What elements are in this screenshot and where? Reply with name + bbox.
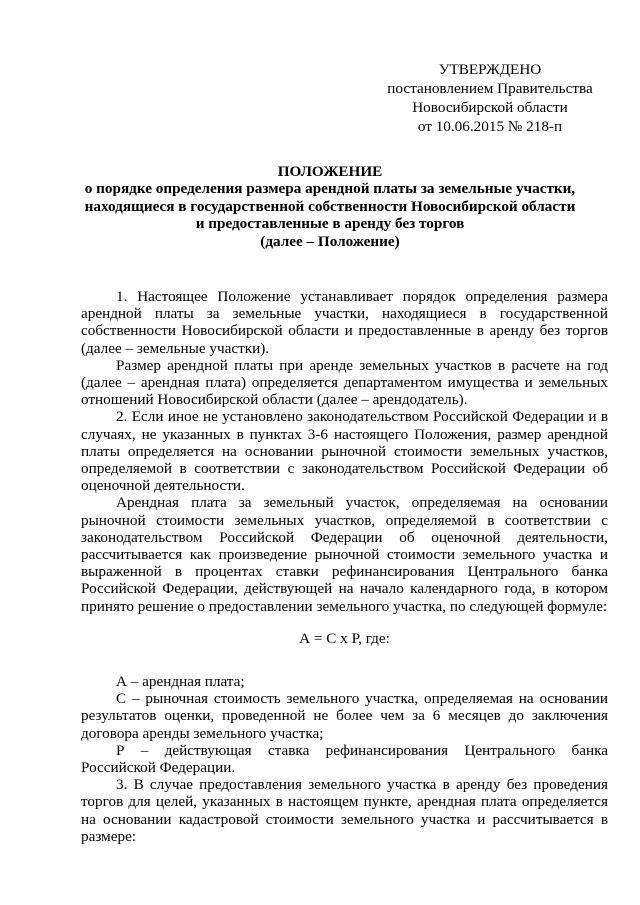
paragraph-3-section: 3. В случае предоставления земельного участка в аренду без проведения торгов для целей, указанных в настоящем пункте, арендная плата определяется на основании кадастровой стоимости земельного участка и рассчитывается в размере: [81,776,608,845]
approval-authority: постановлением Правительства [387,80,593,97]
paragraph-3: 2. Если иное не установлено законодательством Российской Федерации и в случаях, не указанных в пунктах 3-6 настоящего Положения, размер арендной платы определяется на основании рыночной стоимости земельных участков, определяемой в соответствии с законодательством Российской Федерации об оценочной деятельности. [81,408,608,495]
approval-stamp [380,60,600,136]
document-title [80,163,580,250]
approval-region: Новосибирской области [412,99,568,116]
formula: А = С х Р, где: [299,629,390,647]
paragraph-4: Арендная плата за земельный участок, определяемая на основании рыночной стоимости земельных участков, определяемой в соответствии с законодательством Российской Федерации об оценочной деятельности, рассчитывается как произведение рыночной стоимости земельного участка и выраженной в процентах ставки рефинансирования Центрального банка Российской Федерации, действующей на начало календарного года, в котором принято решение о предоставлении земельного участка, по следующей формуле: [81,494,608,615]
title-line-3: находящиеся в государственной собственности Новосибирской области [84,197,576,215]
paragraph-definition-p: Р – действующая ставка рефинансирования Центрального банка Российской Федерации. [81,741,608,777]
title-line-5: (далее – Положение) [260,232,400,250]
paragraph-1: 1. Настоящее Положение устанавливает порядок определения размера арендной платы за земельные участки, находящиеся в государственной собственности Новосибирской области и предоставленные в аренду без торгов (далее – земельные участки). [81,288,608,357]
approval-heading: УТВЕРЖДЕНО [438,61,542,78]
paragraph-definition-c: С – рыночная стоимость земельного участка, определяемая на основании результатов оценки, проведенной не более чем за 6 месяцев до заключения договора аренды земельного участка; [81,690,608,742]
approval-date-number: от 10.06.2015 № 218-п [417,118,563,135]
title-heading: ПОЛОЖЕНИЕ [277,163,383,180]
title-line-2: о порядке определения размера арендной платы за земельные участки, [84,180,576,198]
paragraph-2: Размер арендной платы при аренде земельных участков в расчете на год (далее – арендная плата) определяется департаментом имущества и земельных отношений Новосибирской области (далее – арендодатель). [81,356,608,409]
document-body [81,288,608,845]
paragraph-definition-a: А – арендная плата; [116,673,245,691]
title-line-4: и предоставленные в аренду без торгов [195,215,465,233]
